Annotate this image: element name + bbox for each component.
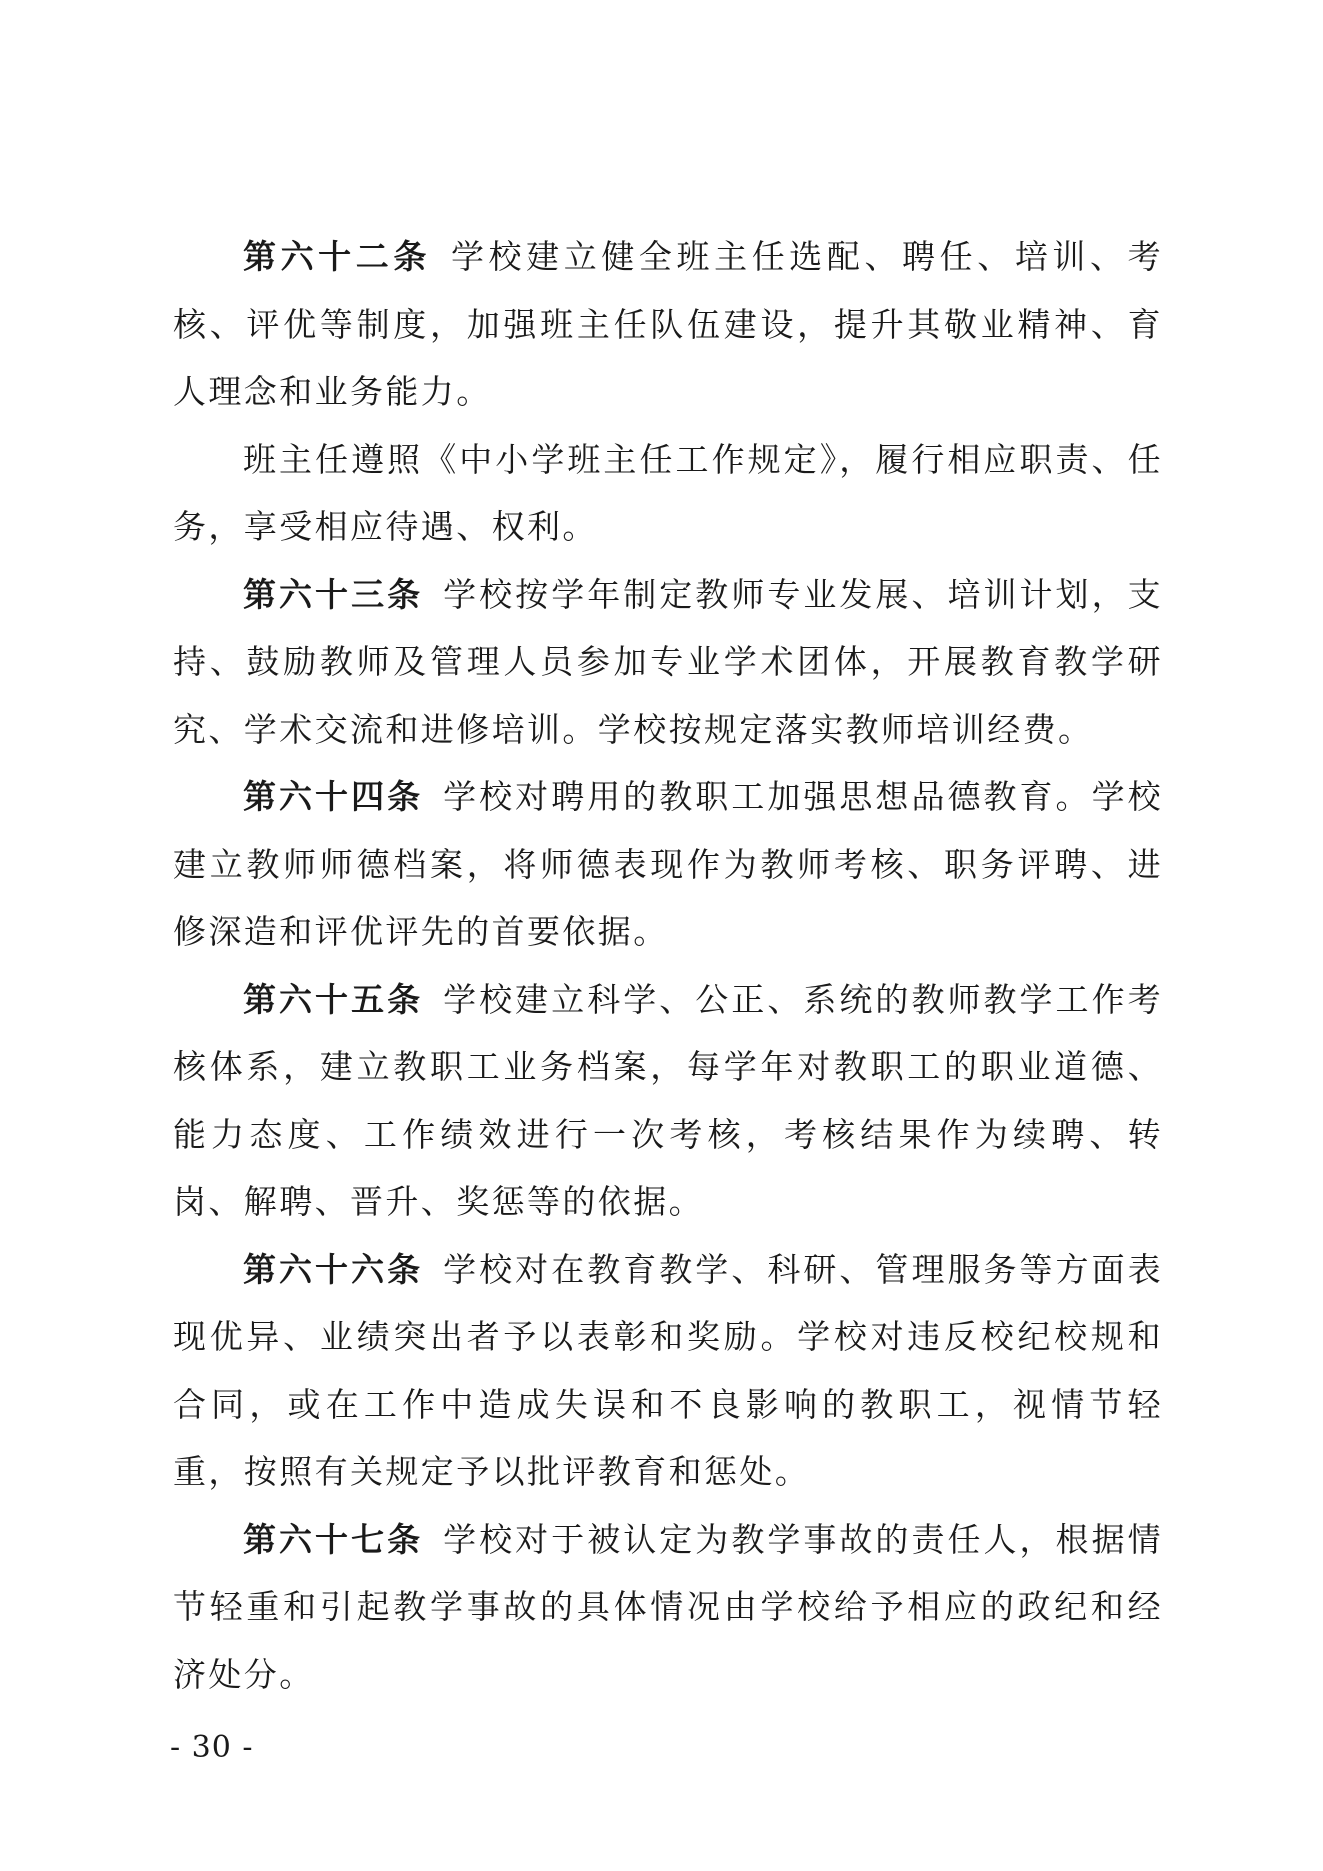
article-text: 班主任遵照《中小学班主任工作规定》，履行相应职责、任务，享受相应待遇、权利。: [173, 439, 1163, 546]
article-text: 学校对聘用的教职工加强思想品德教育。学校建立教师师德档案，将师德表现作为教师考核、职务评聘、进修深造和评优评先的首要依据。: [173, 777, 1163, 951]
article-heading: 第六十七条: [243, 1519, 424, 1559]
article-text: 学校建立科学、公正、系统的教师教学工作考核体系，建立教职工业务档案，每学年对教职工的职业道德、能力态度、工作绩效进行一次考核，考核结果作为续聘、转岗、解聘、晋升、奖惩等的依据。: [173, 979, 1163, 1221]
article-heading: 第六十六条: [243, 1249, 424, 1289]
article-62-paragraph: [173, 223, 1163, 426]
article-text: 学校对于被认定为教学事故的责任人，根据情节轻重和引起教学事故的具体情况由学校给予相应的政纪和经济处分。: [173, 1519, 1163, 1694]
article-text: 学校对在教育教学、科研、管理服务等方面表现优异、业绩突出者予以表彰和奖励。学校对违反校纪校规和合同，或在工作中造成失误和不良影响的教职工，视情节轻重，按照有关规定予以批评教育和惩处。: [173, 1249, 1163, 1491]
article-67-paragraph: [173, 1506, 1163, 1709]
article-64-paragraph: [173, 763, 1163, 966]
article-66-paragraph: [173, 1236, 1163, 1506]
article-heading: 第六十五条: [243, 979, 424, 1019]
article-65-paragraph: [173, 966, 1163, 1236]
article-63-paragraph: [173, 561, 1163, 764]
page-number: - 30 -: [170, 1730, 254, 1765]
article-heading: 第六十二条: [243, 237, 431, 276]
article-text: 学校建立健全班主任选配、聘任、培训、考核、评优等制度，加强班主任队伍建设，提升其敬业精神、育人理念和业务能力。: [173, 237, 1164, 411]
article-heading: 第六十三条: [243, 574, 424, 614]
article-heading: 第六十四条: [243, 777, 424, 816]
article-62-subparagraph: [173, 426, 1163, 561]
article-text: 学校按学年制定教师专业发展、培训计划，支持、鼓励教师及管理人员参加专业学术团体，开展教育教学研究、学术交流和进修培训。学校按规定落实教师培训经费。: [173, 574, 1163, 749]
document-body: [173, 223, 1163, 1708]
